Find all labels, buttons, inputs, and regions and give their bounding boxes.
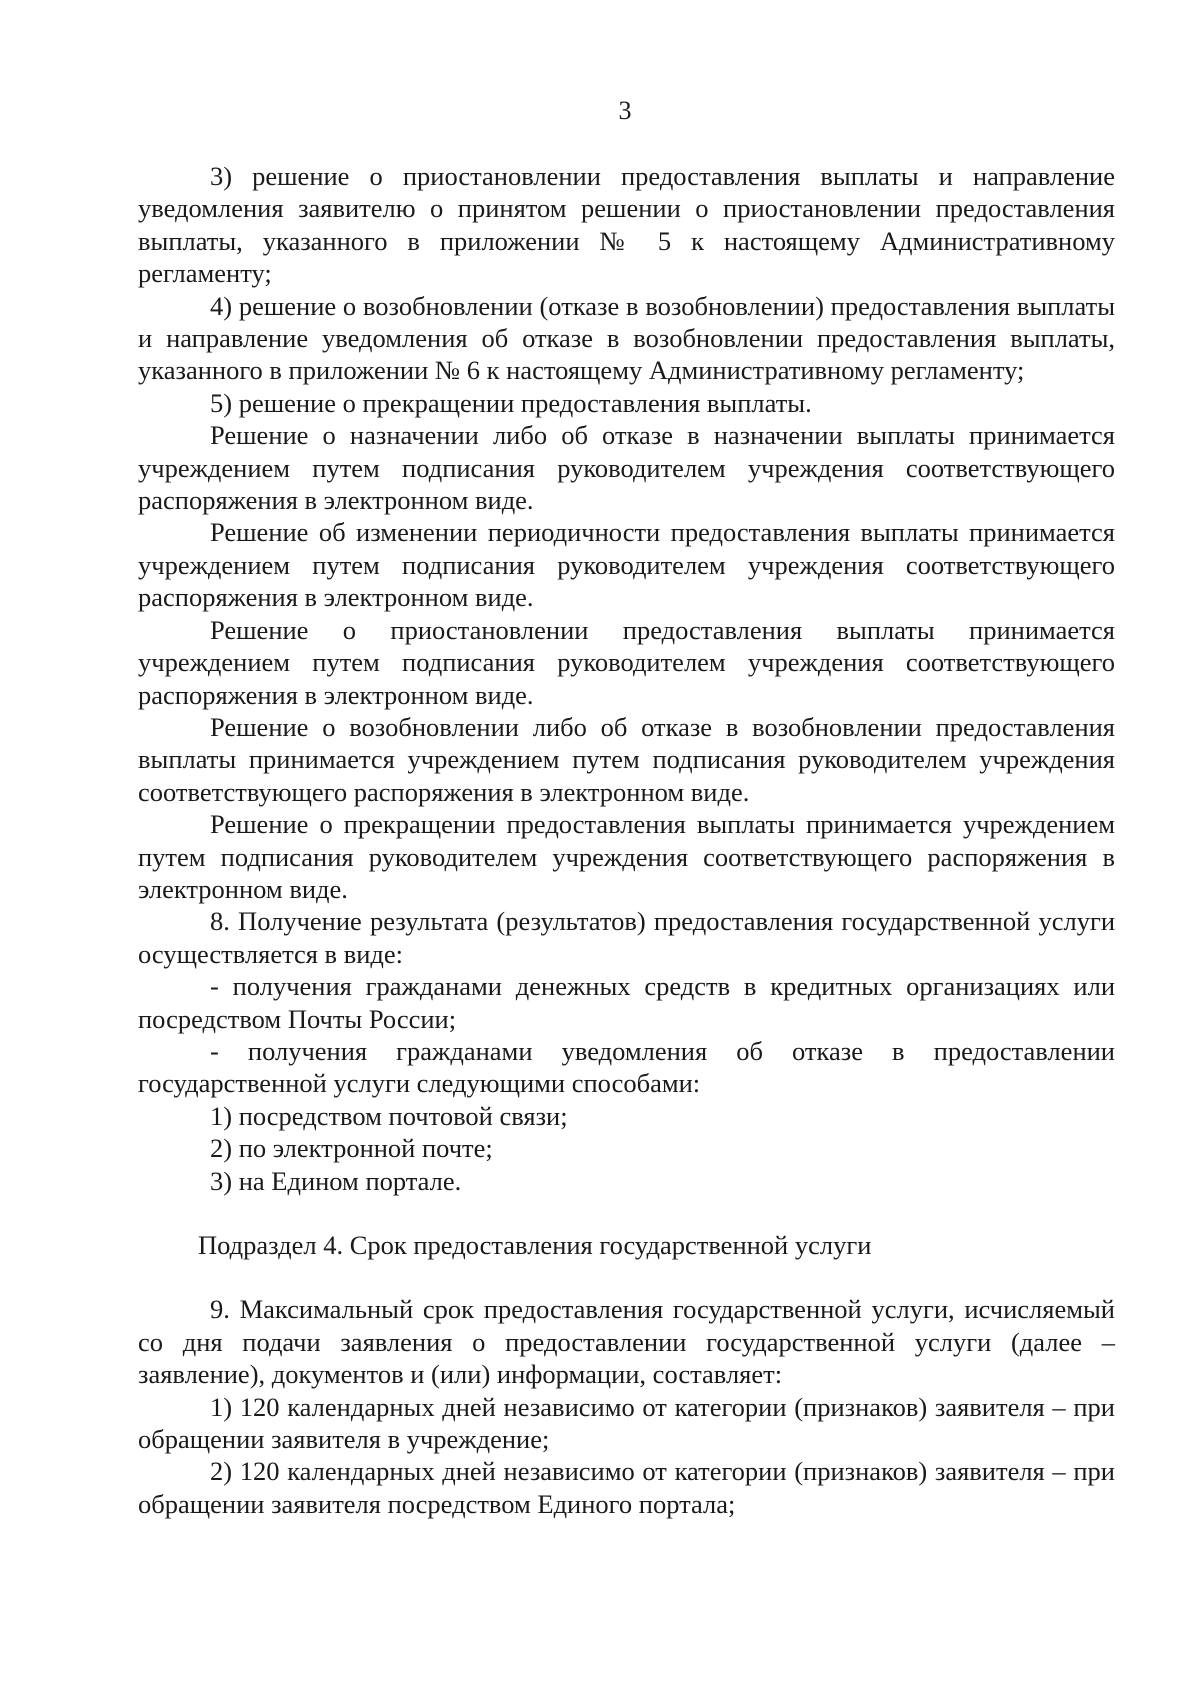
paragraph-method-post: 1) посредством почтовой связи; [210, 1100, 568, 1131]
paragraph-term-portal: 2) 120 календарных дней независимо от категории (признаков) заявителя – при обращении заявителя посредством Единого портала; [138, 1456, 1115, 1519]
paragraph-term-institution: 1) 120 календарных дней независимо от категории (признаков) заявителя – при обращении заявителя в учреждение; [138, 1391, 1115, 1455]
paragraph-decision-suspension: Решение о приостановлении предоставления выплаты принимается учреждением путем подписания руководителем учреждения соответствующего распоряжения в электронном виде. [138, 614, 1115, 710]
paragraph-bullet-funds: - получения гражданами денежных средств в кредитных организациях или посредством Почты России; [138, 971, 1115, 1034]
paragraph-decision-assignment: Решение о назначении либо об отказе в назначении выплаты принимается учреждением путем подписания руководителем учреждения соответствующего распоряжения в электронном виде. [138, 420, 1115, 516]
paragraph-item-5-termination: 5) решение о прекращении предоставления выплаты. [210, 387, 812, 418]
paragraph-decision-termination: Решение о прекращении предоставления выплаты принимается учреждением путем подписания руководителем учреждения соответствующего распоряжения в электронном виде. [138, 809, 1115, 904]
paragraph-clause-9: 9. Максимальный срок предоставления государственной услуги, исчисляемый со дня подачи заявления о предоставлении государственной услуги (далее – заявление), документов и (или) информации, составляет: [138, 1294, 1115, 1390]
paragraph-decision-resumption: Решение о возобновлении либо об отказе в возобновлении предоставления выплаты принимается учреждением путем подписания руководителем учреждения соответствующего распоряжения в электронном виде. [138, 711, 1115, 807]
paragraph-item-3-suspension: 3) решение о приостановлении предоставления выплаты и направление уведомления заявителю о принятом решении о приостановлении предоставления выплаты, указанного в приложении № 5 к настоящему Административному регламенту; [138, 161, 1115, 289]
paragraph-method-portal: 3) на Едином портале. [210, 1165, 462, 1196]
paragraph-bullet-notification: - получения гражданами уведомления об отказе в предоставлении государственной услуги следующими способами: [138, 1035, 1115, 1099]
page-number: 3 [618, 96, 632, 125]
paragraph-clause-8: 8. Получение результата (результатов) предоставления государственной услуги осуществляется в виде: [138, 906, 1115, 969]
document-body [138, 160, 1115, 1520]
paragraph-method-email: 2) по электронной почте; [210, 1133, 493, 1164]
section-heading: Подраздел 4. Срок предоставления государственной услуги [198, 1230, 872, 1260]
paragraph-decision-periodicity: Решение об изменении периодичности предоставления выплаты принимается учреждением путем подписания руководителем учреждения соответствующего распоряжения в электронном виде. [138, 517, 1115, 613]
paragraph-item-4-resumption: 4) решение о возобновлении (отказе в возобновлении) предоставления выплаты и направление уведомления об отказе в возобновлении предоставления выплаты, указанного в приложении № 6 к настоящему Административному регламенту; [138, 290, 1115, 386]
